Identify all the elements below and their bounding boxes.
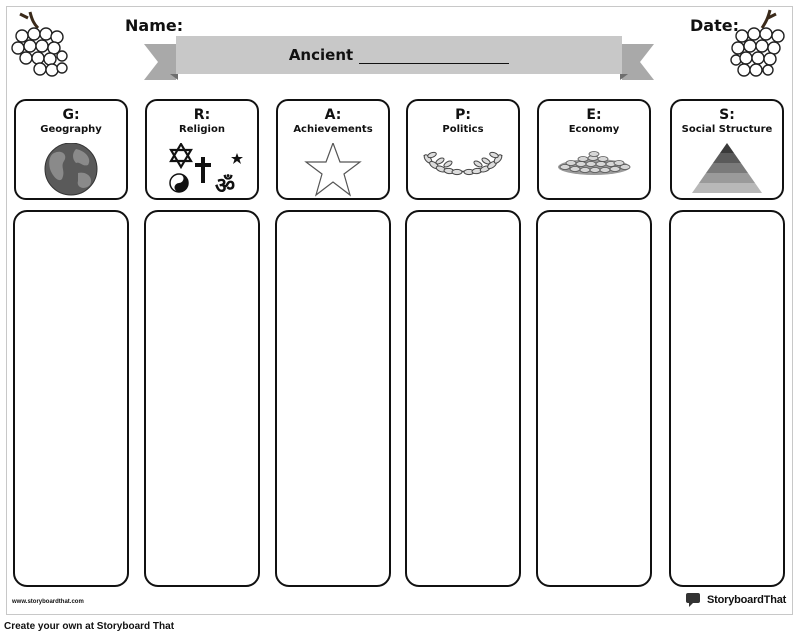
- category-card-achievements: [276, 99, 390, 200]
- coin-pile-icon: [539, 143, 649, 197]
- laurel-wreath-icon: [408, 143, 518, 197]
- answer-box-social-structure[interactable]: [669, 210, 785, 587]
- category-card-social-structure: [670, 99, 784, 200]
- globe-icon: [16, 143, 126, 197]
- category-letter: A:: [324, 107, 342, 123]
- category-title: Politics: [442, 124, 484, 135]
- category-title: Social Structure: [681, 124, 773, 135]
- category-title: Geography: [40, 124, 102, 135]
- category-card-geography: [14, 99, 128, 200]
- answer-box-politics[interactable]: [405, 210, 521, 587]
- create-your-own-link[interactable]: Create your own at Storyboard That: [4, 621, 175, 632]
- category-card-religion: [145, 99, 259, 200]
- footer-url: www.storyboardthat.com: [12, 599, 84, 605]
- title-banner: [142, 36, 656, 82]
- answer-box-achievements[interactable]: [275, 210, 391, 587]
- date-label: Date:: [690, 16, 739, 35]
- grapes-left-icon: [10, 10, 72, 80]
- answer-box-geography[interactable]: [13, 210, 129, 587]
- category-card-economy: [537, 99, 651, 200]
- category-title: Religion: [179, 124, 225, 135]
- civilization-blank-line[interactable]: [359, 50, 509, 64]
- category-letter: S:: [719, 107, 735, 123]
- category-letter: G:: [62, 107, 80, 123]
- banner-prefix: Ancient: [288, 46, 354, 64]
- category-title: Achievements: [293, 124, 373, 135]
- pyramid-icon: [672, 143, 782, 197]
- banner-title: [142, 46, 656, 64]
- name-label: Name:: [125, 16, 184, 35]
- category-letter: P:: [455, 107, 471, 123]
- category-letter: E:: [586, 107, 602, 123]
- category-title: Economy: [568, 124, 620, 135]
- logo-text: StoryboardThat: [707, 594, 787, 606]
- star-icon: [278, 143, 388, 197]
- svg-text:ॐ: ॐ: [214, 174, 236, 197]
- category-card-politics: [406, 99, 520, 200]
- answer-box-religion[interactable]: [144, 210, 260, 587]
- storyboardthat-logo[interactable]: [686, 591, 791, 609]
- category-letter: R:: [193, 107, 211, 123]
- speech-bubble-icon: [686, 593, 704, 607]
- answer-box-economy[interactable]: [536, 210, 652, 587]
- religion-symbols-icon: [147, 143, 257, 197]
